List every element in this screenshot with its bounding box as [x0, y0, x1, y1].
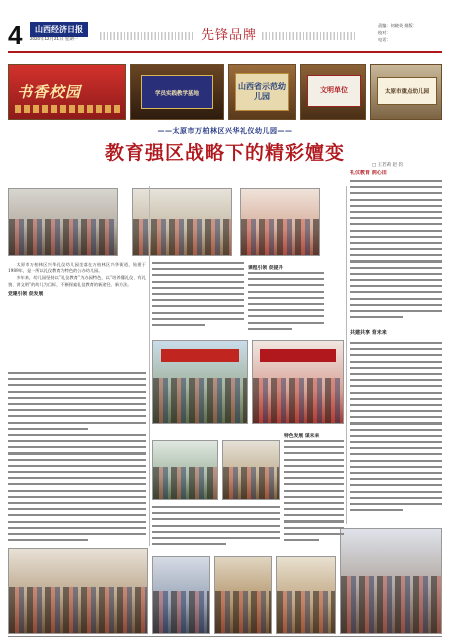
article-photo-classroom	[222, 440, 280, 500]
section-decor-bars-left	[100, 32, 195, 40]
plaque	[141, 75, 213, 109]
body-text-block	[350, 180, 442, 322]
body-paragraph: 多年来，幼儿园坚持以“礼仪教育”为办园特色，以“培养懂礼仪、有礼貌、讲文明”的幼儿为目标，不断探索礼仪教育的新途径、新方法。	[8, 275, 146, 287]
photo-people	[9, 587, 147, 633]
column-subhead: 特色发展 谋未来	[284, 434, 320, 439]
article-column-1	[8, 262, 146, 544]
article-photo-performance	[8, 548, 148, 634]
editor-info	[378, 22, 446, 43]
body-text-block	[152, 506, 280, 549]
banner-photo-civilized-unit	[300, 64, 366, 120]
banner-photo-decoration	[15, 105, 120, 113]
article-photo-children	[240, 188, 320, 256]
article-column-2	[152, 262, 244, 336]
section-title: 先锋品牌	[200, 28, 257, 43]
editor-line: 校对：	[378, 30, 391, 35]
plaque	[377, 77, 437, 105]
column-subhead: 党建引领 促发展	[8, 291, 44, 297]
plaque-text: 学员实践教学基地	[154, 91, 199, 97]
article-photo-meeting	[132, 188, 232, 256]
article-headline: 教育强区战略下的精彩嬗变	[104, 142, 345, 164]
plaque-text: 文明单位	[320, 86, 348, 94]
photo-banner	[161, 349, 240, 362]
article-photo-ceremony	[340, 528, 442, 634]
photo-people	[153, 591, 209, 633]
body-text-block	[284, 440, 344, 545]
photo-people	[153, 378, 247, 423]
issue-date: 2020年12月21日 星期一	[30, 36, 79, 41]
banner-photo-model-kindergarten	[228, 64, 296, 120]
sidebar-subhead: 礼仪教育 润心田	[350, 170, 387, 176]
banner-photo-key-kindergarten	[370, 64, 442, 120]
article-photo-group	[8, 188, 118, 256]
body-text-block	[152, 262, 244, 330]
editor-line: 责编：何晓英 排版：	[378, 23, 417, 28]
article-column-3	[248, 262, 324, 336]
body-text-block	[8, 372, 146, 544]
section-decor-bars-right	[262, 32, 357, 40]
page-number: 4	[8, 20, 23, 50]
plaque-text: 太原市重点幼儿园	[384, 89, 429, 95]
photo-people	[341, 576, 441, 633]
article-photo-teacher	[152, 556, 210, 634]
paper-name-badge: 山西经济日报	[30, 22, 88, 37]
article-photo-stage-event	[252, 340, 344, 424]
column-rule	[149, 186, 150, 546]
photo-people	[9, 219, 117, 255]
masthead	[0, 0, 450, 52]
article-photo-outdoor-event	[152, 340, 248, 424]
article-column-4	[284, 430, 344, 550]
article-sidebar-column	[350, 170, 442, 524]
photo-people	[253, 378, 343, 423]
photo-people	[223, 467, 279, 499]
banner-photo-caption: 书香校园	[17, 83, 82, 101]
article-photo-play	[214, 556, 272, 634]
plaque	[307, 75, 361, 107]
body-text-block	[248, 272, 324, 334]
page-bottom-rule	[8, 636, 442, 637]
column-rule	[346, 186, 347, 524]
article-photo-craft	[276, 556, 336, 634]
banner-photo-reading-campus	[8, 64, 126, 120]
photo-banner	[260, 349, 336, 362]
article-byline: □ 王若莉 赵 钧	[372, 163, 404, 168]
article-column-5	[152, 506, 280, 552]
body-text-block	[350, 342, 442, 515]
banner-photo-row	[8, 64, 442, 120]
article-photo-activity	[152, 440, 218, 500]
photo-people	[215, 591, 271, 633]
banner-photo-practice-base	[130, 64, 224, 120]
photo-people	[153, 467, 217, 499]
column-subhead: 课程引领 促提升	[248, 266, 284, 271]
plaque	[235, 73, 289, 111]
photo-people	[277, 591, 335, 633]
sidebar-subhead: 共建共享 育未来	[350, 330, 387, 336]
masthead-rule	[8, 51, 442, 53]
plaque-text: 山西省示范幼儿园	[238, 82, 286, 101]
body-paragraph: 太原市万柏林区兴华礼仪幼儿园坐落在万柏林区兴华街道，始建于1989年，是一所以礼仪教育为特色的公办幼儿园。	[8, 262, 146, 274]
photo-people	[241, 219, 319, 255]
article-kicker: ——太原市万柏林区兴华礼仪幼儿园——	[157, 127, 293, 135]
photo-people	[133, 219, 231, 255]
editor-line: 电话：	[378, 37, 391, 42]
